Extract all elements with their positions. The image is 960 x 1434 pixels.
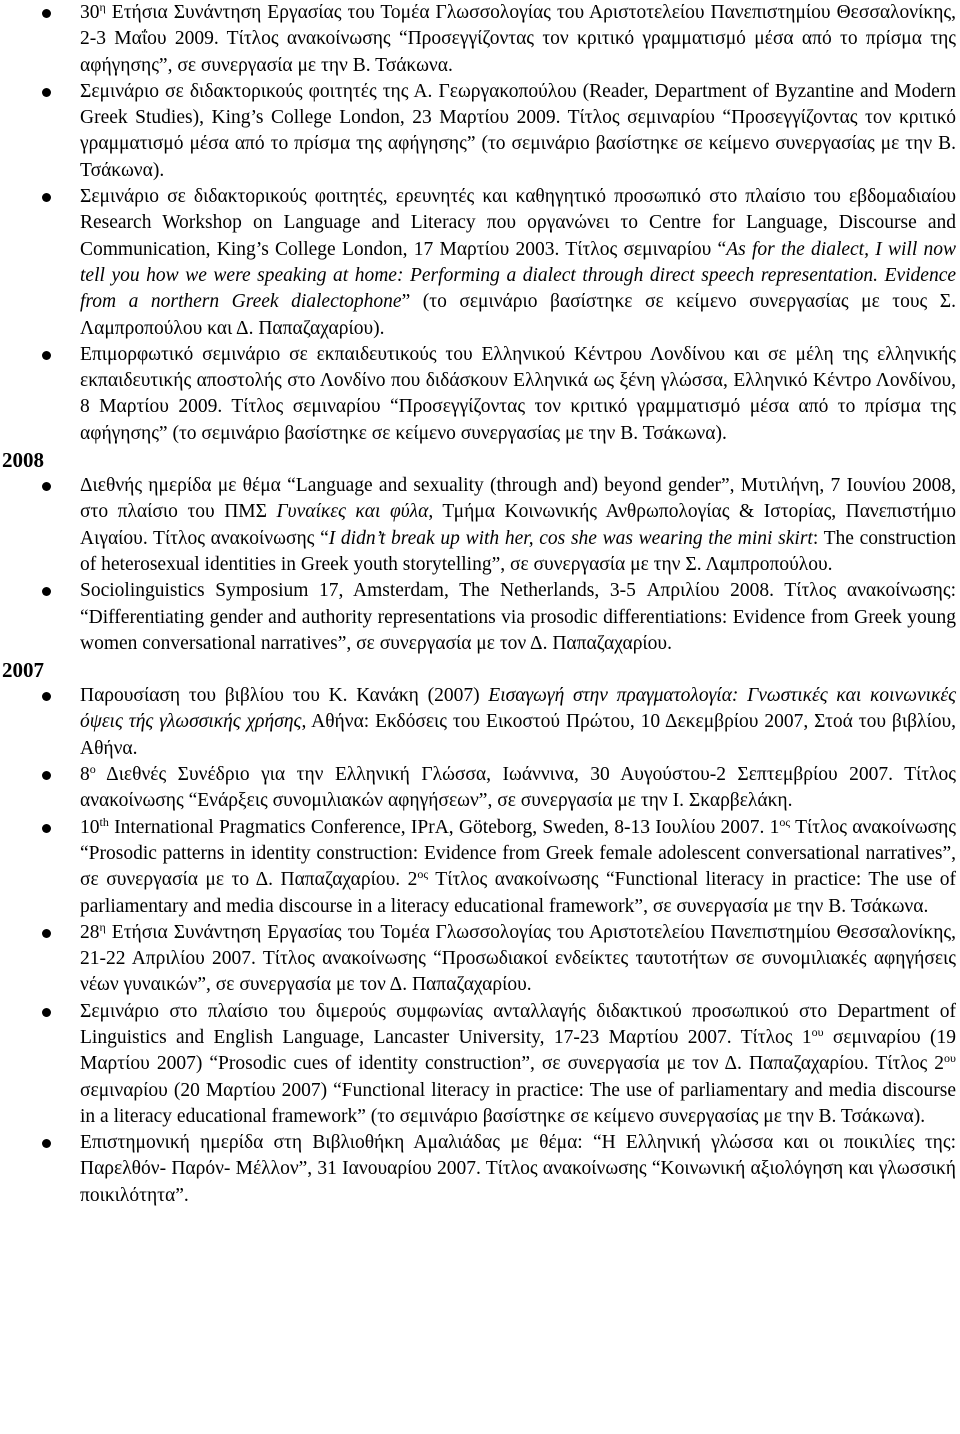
- item-text: : The construction of heterosexual identities in Greek youth storytelling”, σε συνεργασία με την Σ. Λαμπροπούλου.: [80, 527, 957, 575]
- list-item: [0, 1130, 956, 1209]
- item-italic-title: As for the dialect, I will now tell you how we were speaking at home: Performing a dialect through direct speech representation. Evidence from a northern Greek dialectophone: [80, 238, 956, 313]
- superscript: ος: [779, 814, 791, 829]
- item-text: Ετήσια Συνάντηση Εργασίας του Τομέα Γλωσσολογίας του Αριστοτελείου Πανεπιστημίου Θεσσαλονίκης, 21-22 Απριλίου 2007. Τίτλος ανακοίνωσης “Προσωδιακοί ενδείκτες ταυτοτήτων σε συνομιλιακές αφηγήσεις νέων γυναικών”, σε συνεργασία με τον Δ. Παπαζαχαρίου.: [80, 921, 956, 996]
- bullet-icon: [42, 9, 51, 18]
- item-text: Διεθνής ημερίδα με θέμα “Language and sexuality (through and) beyond gender”, Μυτιλήνη, 7 Ιουνίου 2008, στο πλαίσιο του ΠΜΣ: [80, 475, 956, 523]
- bullet-icon: [42, 1139, 51, 1148]
- item-italic-title: Γυναίκες και φύλα: [276, 501, 429, 523]
- list-item: [0, 342, 956, 447]
- list-item: [0, 815, 956, 920]
- year-heading-2008: 2008: [2, 448, 44, 473]
- item-text: Τίτλος ανακοίνωσης “Prosodic patterns in identity construction: Evidence from Greek female adolescent conversational narratives”, σε συνεργασία με το Δ. Παπαζαχαρίου. 2: [80, 816, 956, 891]
- list-item: [0, 578, 956, 657]
- item-text: Διεθνές Συνέδριο για την Ελληνική Γλώσσα, Ιωάννινα, 30 Αυγούστου-2 Σεπτεμβρίου 2007. Τίτλος ανακοίνωσης “Ενάρξεις συνομιλιακών αφηγήσεων”, σε συνεργασία με την Ι. Σκαρβελάκη.: [80, 764, 956, 812]
- item-text: , Αθήνα: Εκδόσεις του Εικοστού Πρώτου, 10 Δεκεμβρίου 2007, Στοά του βιβλίου, Αθήνα.: [80, 711, 956, 759]
- item-text: International Pragmatics Conference, IPrA, Göteborg, Sweden, 8-13 Ιουλίου 2007. 1: [108, 816, 780, 838]
- list-item: [0, 184, 956, 342]
- item-text: Σεμινάριο σε διδακτορικούς φοιτητές, ερευνητές και καθηγητικό προσωπικό στο πλαίσιο του εβδομαδιαίου Research Workshop on Language and Literacy που οργανώνει το Centre for Language, Discourse and Communication, King’s College London, 17 Μαρτίου 2003. Τίτλος σεμιναρίου “: [80, 186, 956, 260]
- item-text: σεμιναρίου (20 Μαρτίου 2007) “Functional literacy in practice: The use of parliamentary and media discourse in a literacy educational framework” (το σεμινάριο βασίστηκε σε κείμενο συνεργασίας με την Β. Τσάκωνα).: [80, 1079, 956, 1127]
- bullet-icon: [42, 351, 51, 360]
- item-text: ” (το σεμινάριο βασίστηκε σε κείμενο συνεργασίας με τους Σ. Λαμπροπούλου και Δ. Παπαζαχαρίου).: [80, 291, 956, 339]
- item-text: 28: [80, 921, 100, 943]
- list-item: [0, 0, 956, 79]
- superscript: ο: [89, 762, 96, 777]
- item-text: Τίτλος ανακοίνωσης “Functional literacy in practice: The use of parliamentary and media discourse in a literacy educational framework”, σε συνεργασία με την Β. Τσάκωνα.: [80, 869, 956, 917]
- bullet-icon: [42, 929, 51, 938]
- item-text: 30: [80, 2, 100, 23]
- item-text: Sociolinguistics Symposium 17, Amsterdam, The Netherlands, 3-5 Απριλίου 2008. Τίτλος ανακοίνωσης: “Differentiating gender and authority representations via prosodic differentiations: Evidence from Greek young women conversational narratives”, σε συνεργασία με τον Δ. Παπαζαχαρίου.: [80, 580, 956, 654]
- item-text: Ετήσια Συνάντηση Εργασίας του Τομέα Γλωσσολογίας του Αριστοτελείου Πανεπιστημίου Θεσσαλονίκης, 2-3 Μαΐου 2009. Τίτλος ανακοίνωσης “Προσεγγίζοντας τον κριτικό γραμματισμό μέσα από το πρίσμα της αφήγησης”, σε συνεργασία με την Β. Τσάκωνα.: [80, 2, 956, 76]
- year-heading-2007: 2007: [2, 658, 44, 683]
- bullet-icon: [42, 771, 51, 780]
- item-text: Επιμορφωτικό σεμινάριο σε εκπαιδευτικούς του Ελληνικού Κέντρου Λονδίνου και σε μέλη της ελληνικής εκπαιδευτικής αποστολής στο Λονδίνο που διδάσκουν Ελληνικά ως ξένη γλώσσα, Ελληνικό Κέντρο Λονδίνου, 8 Μαρτίου 2009. Τίτλος σεμιναρίου “Προσεγγίζοντας τον κριτικό γραμματισμό μέσα από το πρίσμα της αφήγησης” (το σεμινάριο βασίστηκε σε κείμενο συνεργασίας με την Β. Τσάκωνα).: [80, 343, 956, 444]
- bullet-icon: [42, 193, 51, 202]
- bullet-icon: [42, 482, 51, 491]
- item-text: σεμιναρίου (19 Μαρτίου 2007) “Prosodic cues of identity construction”, σε συνεργασία με τον Δ. Παπαζαχαρίου. Τίτλος 2: [80, 1026, 956, 1075]
- superscript: ου: [944, 1051, 956, 1066]
- item-italic-title: Εισαγωγή στην πραγματολογία: Γνωστικές και κοινωνικές όψεις τής γλωσσικής χρήσης: [80, 685, 956, 733]
- item-text: Επιστημονική ημερίδα στη Βιβλιοθήκη Αμαλιάδας με θέμα: “Η Ελληνική γλώσσα και οι ποικιλίες της: Παρελθόν- Παρόν- Μέλλον”, 31 Ιανουαρίου 2007. Τίτλος ανακοίνωσης “Κοινωνική αξιολόγηση και γλωσσική ποικιλότητα”.: [80, 1132, 956, 1206]
- item-text: , Τμήμα Κοινωνικής Ανθρωπολογίας & Ιστορίας, Πανεπιστήμιο Αιγαίου. Τίτλος ανακοίνωσης “: [80, 501, 957, 549]
- bullet-icon: [42, 587, 51, 596]
- item-text: Σεμινάριο στο πλαίσιο του διμερούς συμφωνίας ανταλλαγής διδακτικού προσωπικού στο Department of Linguistics and English Language, Lancaster University, 17-23 Μαρτίου 2007. Τίτλος 1: [80, 1000, 956, 1048]
- item-text: 10: [80, 816, 100, 838]
- list-item: [0, 920, 956, 999]
- bullet-icon: [42, 824, 51, 833]
- superscript: th: [99, 814, 109, 829]
- list-item: [0, 683, 956, 762]
- bullet-icon: [42, 1008, 51, 1017]
- item-italic-title: I didn’t break up with her, cos she was wearing the mini skirt: [328, 527, 813, 549]
- list-item: [0, 762, 956, 815]
- item-text: Σεμινάριο σε διδακτορικούς φοιτητές της Α. Γεωργακοπούλου (Reader, Department of Byzantine and Modern Greek Studies), King’s College London, 23 Μαρτίου 2009. Τίτλος σεμιναρίου “Προσεγγίζοντας τον κριτικό γραμματισμό μέσα από το πρίσμα της αφήγησης” (το σεμινάριο βασίστηκε σε κείμενο συνεργασίας με την Β. Τσάκωνα).: [80, 80, 956, 181]
- superscript: η: [99, 919, 106, 934]
- superscript: ου: [811, 1024, 824, 1039]
- superscript: η: [99, 0, 106, 14]
- list-item: [0, 79, 956, 184]
- list-item: [0, 473, 956, 578]
- superscript: ος: [417, 867, 429, 882]
- list-item: [0, 999, 956, 1130]
- item-text: 8: [80, 764, 90, 786]
- bullet-icon: [42, 88, 51, 97]
- item-text: Παρουσίαση του βιβλίου του Κ. Κανάκη (2007): [80, 685, 489, 707]
- bullet-icon: [42, 692, 51, 701]
